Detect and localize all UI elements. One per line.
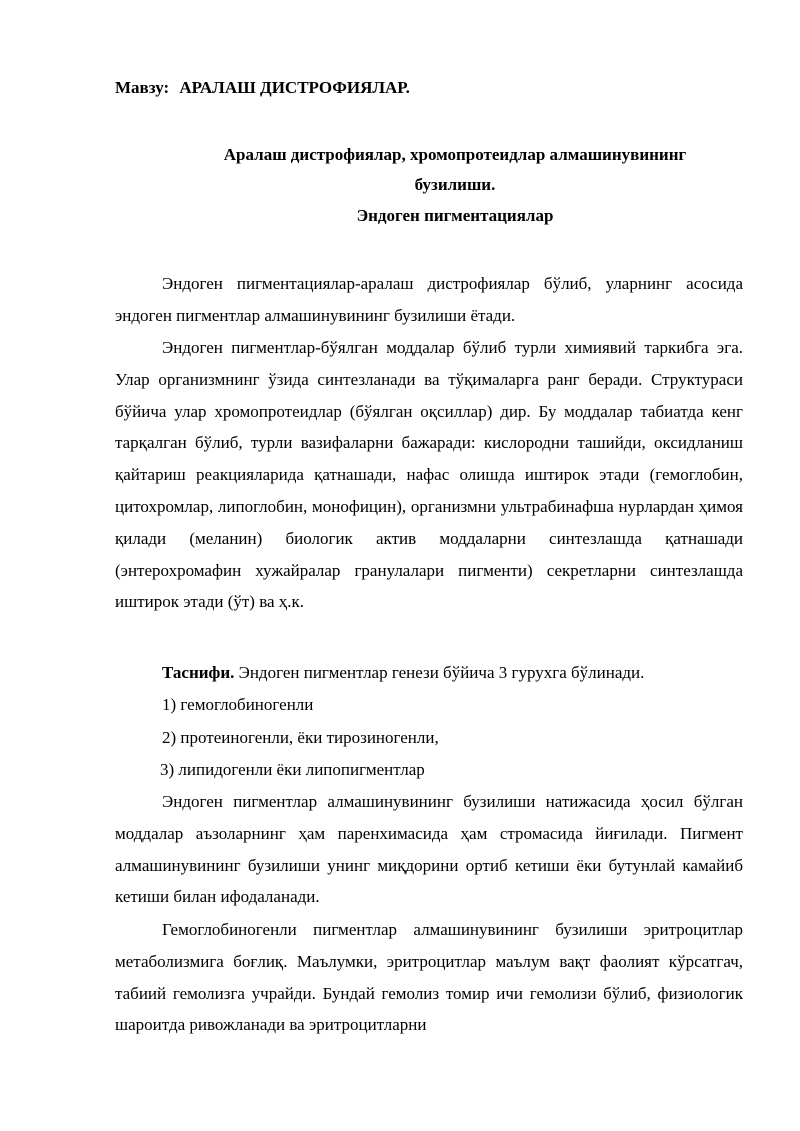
title-line-2: бузилиши. <box>414 175 496 194</box>
paragraph-intro: Эндоген пигментациялар-аралаш дистрофиялар бўлиб, уларнинг асосида эндоген пигментлар алмашинувининг бузилиши ётади. <box>115 274 743 325</box>
paragraph-metabolism: Эндоген пигментлар алмашинувининг бузилиши натижасида ҳосил бўлган моддалар аъзоларнинг ҳам паренхимасида ҳам стромасида йиғилади. Пигмент алмашинувининг бузилиши унинг миқдорини ортиб кетиши ёки бутунлай камайиб кетиши билан ифодаланади. <box>115 792 743 907</box>
title-line-1: Аралаш дистрофиялар, хромопротеидлар алмашинувининг <box>223 145 687 164</box>
title-line-3: Эндоген пигментациялар <box>356 206 554 225</box>
topic-heading <box>115 76 410 100</box>
list-item-1: 1) гемоглобиногенли <box>162 695 314 714</box>
paragraph-hemoglobinogenic: Гемоглобиногенли пигментлар алмашинувининг бузилиши эритроцитлар метаболизмига боғлиқ. Маълумки, эритроцитлар маълум вақт фаолият кўрсатгач, табиий гемолизга учрайди. Бундай гемолиз томир ичи гемолизи бўлиб, физиологик шароитда ривожланади ва эритроцитларни <box>115 920 743 1035</box>
topic-value: АРАЛАШ ДИСТРОФИЯЛАР. <box>179 78 410 97</box>
list-item-3: 3) липидогенли ёки липопигментлар <box>160 760 425 779</box>
classification-line <box>162 661 644 685</box>
classification-label: Таснифи. <box>162 663 235 682</box>
list-item-2: 2) протеиногенли, ёки тирозиногенли, <box>162 728 439 747</box>
paragraph-pigments: Эндоген пигментлар-бўялган моддалар бўлиб турли химиявий таркибга эга. Улар организмнинг ўзида синтезланади ва тўқималарга ранг беради. Структураси бўйича улар хромопротеидлар (бўялган оқсиллар) дир. Бу моддалар табиатда кенг тарқалган бўлиб, турли вазифаларни бажаради: кислородни ташийди, оксидланиш қайтариш реакцияларида қатнашади, нафас олишда иштирок этади (гемоглобин, цитохромлар, липоглобин, монофицин), организмни ультрабинафша нурлардан ҳимоя қилади (меланин) биологик актив моддаларни синтезлашда қатнашади (энтерохромафин хужайралар гранулалари пигменти) секретларни синтезлашда иштирок этади (ўт) ва ҳ.к. <box>115 338 743 612</box>
classification-text: Эндоген пигментлар генези бўйича 3 гурухга бўлинади. <box>234 663 645 682</box>
topic-label: Мавзу: <box>115 78 170 97</box>
